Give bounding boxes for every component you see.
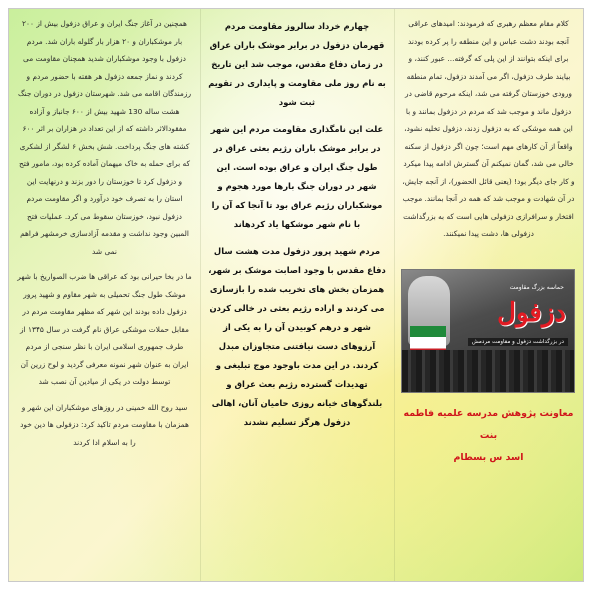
- left-column: [9, 9, 200, 581]
- intro-paragraph: چهارم خرداد سالروز مقاومت مردم قهرمان دزفول در برابر موشک باران عراق در زمان دفاع مقدس، موجب شد این تاریخ به نام روز ملی مقاومت و پایداری در تقویم ثبت شود: [208, 21, 386, 107]
- khomeini-quote-paragraph: سید روح الله خمینی در روزهای موشکباران این شهر و همزمان با مقاومت مردم تاکید کرد: دزفولی ها دین خود را به اسلام ادا کردند: [20, 402, 189, 447]
- model-city-paragraph: ما در بخا حیرانی بود که عراقی ها ضرب الصواریخ با شهر موشک طول جنگ تحمیلی به شهر مقاوم و شهید پرور دزفول داده بودند این شهر که مظهر مقاومت مردم در مقابل حملات موشکی عراق نام گرفت در سال ۱۳۴۵ از طرف جمهوری اسلامی ایران با نظر سنجی از مردم ایران به عنوان شهر نمونه معرفی گردید و لوح زرین آن توسط دولت در یکی از میادین آن نصب شد: [17, 272, 192, 386]
- publisher-line-2: اسد س بسطام: [453, 451, 524, 463]
- poster-title: دزفول: [497, 297, 566, 328]
- brochure: [8, 8, 584, 582]
- poster-caption: در بزرگداشت دزفول و مقاومت مردمش: [468, 338, 568, 346]
- right-column: [394, 9, 583, 581]
- crowd-illustration: [402, 350, 574, 392]
- publisher-line-1: معاونت پژوهش مدرسه علمیه فاطمه بنت: [403, 407, 574, 441]
- leader-quote-text: کلام مقام معظم رهبری که فرمودند: امیدهای عراقی آنجه بودند دشت عباس و این منطقه را پر کرده بودند برای اینکه بتوانند از این پلی که گرفته... عبور کنند، و بیایند طرف دزفول، اگر می آمدند دزفول، تمام منطقه ورودی خوزستان گرفته می شد، اینکه مرحوم قاضی در دزفول ماند و موجب شد که مردم در دزفول بمانند و با این همه موشکی که به دزفول زدند، دزفول تخلیه نشود، واقعاً از آن کارهای مهم است؛ چون اگر دزفول از سکنه خالی می شد، گمان نمیکنم آن گسترش ادامه پیدا میکرد و کار جای دیگر بود! (یعنی قائل الحضور)، از آنجه جایش، در آن شهادت و موجب شد که همه در آنجا بمانند. موجب افتخار و سرافرازی دزفولی هایی است که به بزرگداشت دزفولی ها، دشت پیدا نمیکنند.: [402, 19, 575, 238]
- poster-subtitle: حماسه بزرگ مقاومت: [509, 283, 564, 291]
- middle-column: [200, 9, 394, 581]
- dezful-poster-image: [401, 269, 575, 393]
- war-statistics-paragraph: همچنین در آغاز جنگ ایران و عراق دزفول بیش از ۲۰۰ بار موشکباران و ۲۰ هزار بار گلوله باران شد. مردم دزفول با وجود موشکباران شدید همچنان مقاومت می کردند و نماز جمعه دزفول هر هفته با حضور مردم و رزمندگان اقامه می شد. شهرستان دزفول در دوران جنگ هشت ساله 130 شهید بیش از ۶۰۰ جانباز و آزاده مفقودالاثر داشته که از این تعداد در هزاران بر اثر ۶۰۰ کشته های جنگ پرداخت. شش بخش ۶ لشگر از لشکری که برای حمله به خاک میهمان آماده کرده بود، مامور فتح و دزفول کرد تا خوزستان را دور بزند و درنهایت این استان را به تصرف خود درآورد و اگر مقاومت مردم دزفول نبود، خوزستان سقوط می کرد. عملیات فتح المبین وجود نداشت و مقدمه آزادسازی خرمشهر فراهم نمی شد: [17, 19, 192, 256]
- resistance-paragraph: مردم شهید پرور دزفول مدت هشت سال دفاع مقدس با وجود اصابت موشک بر شهر، همزمان بخش های تخریب شده را بازسازی می کردند و اراده رژیم بعثی در خالی کردن شهر و درهم کوبیدن آن را به یکی از آرزوهای دست نیافتنی متجاوزان مبدل کردند. در این مدت باوجود موج تبلیغی و تهدیدات گسترده رژیم بعث عراق و بلندگوهای خیانه روزی حامیان آنان، اهالی دزفول هرگز تسلیم نشدند: [208, 246, 386, 427]
- naming-reason-paragraph: علت این نامگذاری مقاومت مردم این شهر در برابر موشک باران رژیم بعثی عراق در طول جنگ ایران و عراق بوده است. این شهر در دوران جنگ بارها مورد هجوم و موشکباران رژیم عراق بود تا آنجا که آن را با نام شهر موشکها یاد کردهاند: [210, 124, 384, 229]
